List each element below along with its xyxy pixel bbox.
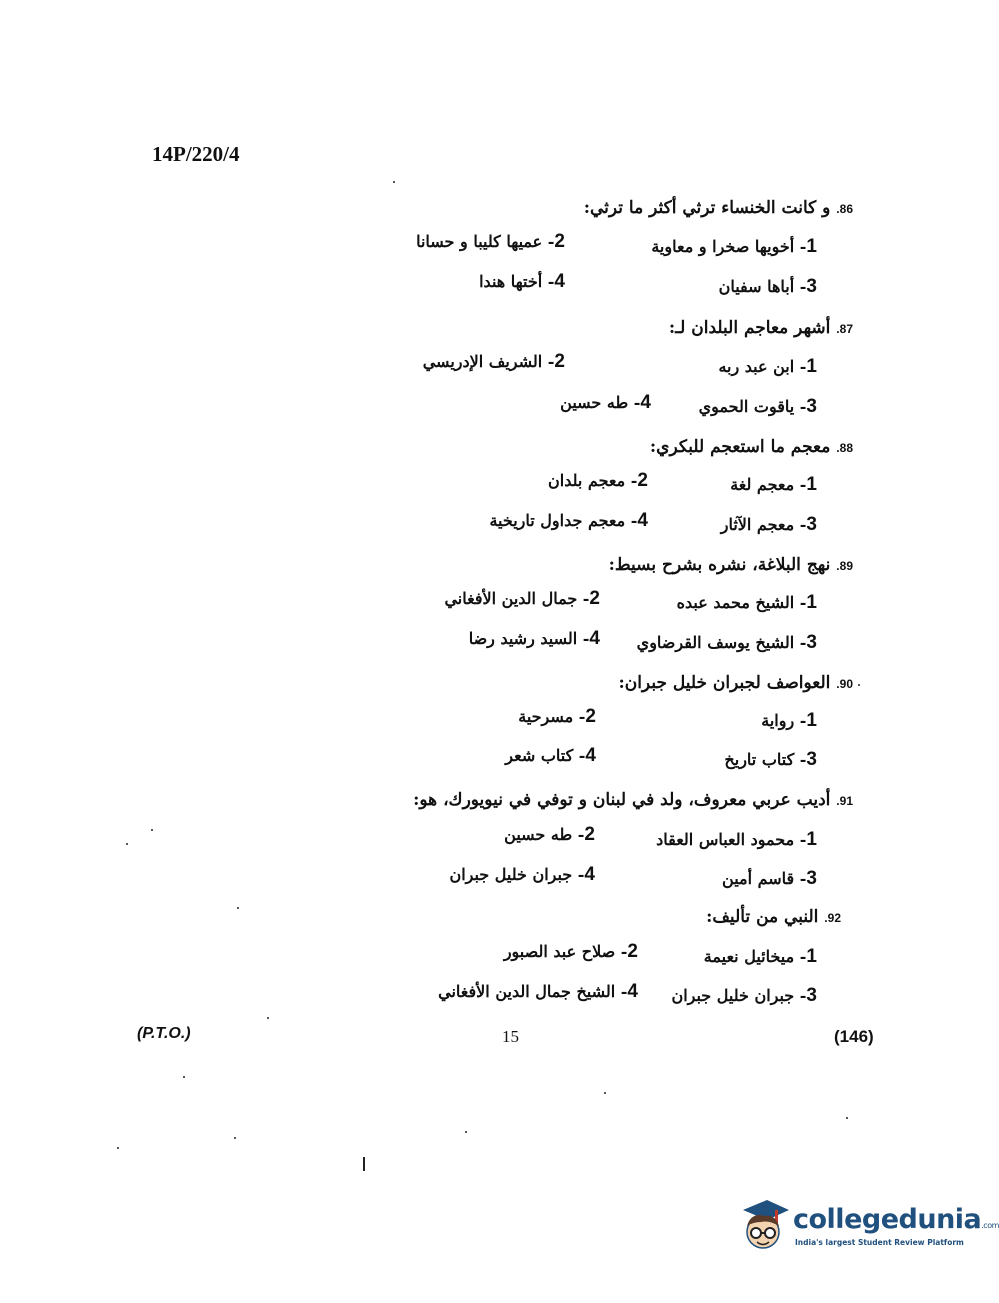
question-86 bbox=[584, 198, 853, 218]
scan-speck bbox=[183, 1076, 185, 1078]
question-92 bbox=[706, 907, 841, 927]
option-87-2: 2- الشريف الإدريسي bbox=[422, 351, 565, 372]
logo-wordmark: collegedunia.com bbox=[793, 1204, 999, 1235]
question-text: نهج البلاغة، نشره بشرح بسيط: bbox=[608, 555, 831, 575]
option-92-2: 2- صلاح عبد الصبور bbox=[503, 941, 638, 962]
option-90-1: 1- رواية bbox=[761, 710, 817, 731]
scan-speck bbox=[393, 181, 395, 183]
option-86-2: 2- عميها كليبا و حسانا bbox=[416, 231, 565, 252]
question-text: أديب عربي معروف، ولد في لبنان و توفي في نيويورك، هو: bbox=[413, 790, 831, 810]
mascot-icon bbox=[735, 1196, 793, 1256]
option-87-3: 3- ياقوت الحموي bbox=[698, 396, 817, 417]
booklet-code: (146) bbox=[834, 1027, 874, 1046]
question-number: 87. bbox=[836, 322, 853, 336]
option-88-4: 4- معجم جداول تاريخية bbox=[489, 510, 648, 531]
page-number: 15 bbox=[502, 1027, 519, 1046]
question-90 bbox=[618, 673, 853, 693]
question-89 bbox=[609, 555, 853, 575]
scan-speck bbox=[465, 1131, 467, 1133]
scan-speck bbox=[237, 907, 239, 909]
option-92-1: 1- ميخائيل نعيمة bbox=[703, 946, 817, 967]
scan-speck bbox=[858, 684, 860, 686]
question-number: 92. bbox=[824, 911, 841, 925]
option-91-3: 3- قاسم أمين bbox=[722, 868, 817, 889]
option-87-4: 4- طه حسين bbox=[560, 392, 651, 413]
option-86-3: 3- أباها سفيان bbox=[718, 276, 817, 297]
question-text: العواصف لجبران خليل جبران: bbox=[618, 673, 831, 693]
option-91-4: 4- جبران خليل جبران bbox=[449, 864, 595, 885]
question-91 bbox=[413, 790, 853, 810]
option-90-4: 4- كتاب شعر bbox=[505, 745, 596, 766]
scan-speck bbox=[117, 1147, 119, 1149]
option-87-1: 1- ابن عبد ربه bbox=[718, 356, 817, 377]
question-number: 88. bbox=[836, 441, 853, 455]
scan-speck bbox=[151, 829, 153, 831]
option-90-3: 3- كتاب تاريخ bbox=[724, 749, 817, 770]
scan-speck bbox=[234, 1137, 236, 1139]
scan-speck bbox=[126, 843, 128, 845]
question-number: 89. bbox=[836, 559, 853, 573]
question-number: 91. bbox=[836, 794, 853, 808]
option-89-4: 4- السيد رشيد رضا bbox=[468, 628, 600, 649]
question-number: 86. bbox=[836, 202, 853, 216]
scan-speck bbox=[267, 1017, 269, 1019]
option-86-4: 4- أختها هندا bbox=[479, 271, 565, 292]
collegedunia-logo[interactable] bbox=[735, 1196, 999, 1256]
question-88 bbox=[650, 437, 853, 457]
question-text: و كانت الخنساء ترثي أكثر ما ترثي: bbox=[583, 198, 831, 218]
option-89-2: 2- جمال الدين الأفغاني bbox=[444, 588, 600, 609]
question-text: معجم ما استعجم للبكري: bbox=[649, 437, 831, 457]
option-88-2: 2- معجم بلدان bbox=[548, 470, 648, 491]
option-92-4: 4- الشيخ جمال الدين الأفغاني bbox=[438, 981, 638, 1002]
option-88-1: 1- معجم لغة bbox=[730, 474, 817, 495]
question-text: النبي من تأليف: bbox=[706, 907, 819, 927]
pto-label: (P.T.O.) bbox=[137, 1025, 191, 1042]
option-88-3: 3- معجم الآثار bbox=[720, 514, 817, 535]
scan-speck bbox=[846, 1117, 848, 1119]
scan-mark bbox=[363, 1157, 365, 1171]
question-text: أشهر معاجم البلدان لـ: bbox=[668, 318, 831, 338]
option-90-2: 2- مسرحية bbox=[518, 706, 596, 727]
question-number: 90. bbox=[836, 677, 853, 691]
option-91-2: 2- طه حسين bbox=[504, 824, 595, 845]
option-92-3: 3- جبران خليل جبران bbox=[671, 985, 817, 1006]
question-87 bbox=[669, 318, 853, 338]
logo-tagline: India's largest Student Review Platform bbox=[795, 1238, 964, 1247]
scan-speck bbox=[604, 1092, 606, 1094]
paper-code: 14P/220/4 bbox=[152, 142, 240, 166]
option-91-1: 1- محمود العباس العقاد bbox=[656, 829, 817, 850]
option-89-3: 3- الشيخ يوسف القرضاوي bbox=[636, 632, 817, 653]
option-86-1: 1- أخويها صخرا و معاوية bbox=[651, 236, 817, 257]
option-89-1: 1- الشيخ محمد عبده bbox=[676, 592, 817, 613]
